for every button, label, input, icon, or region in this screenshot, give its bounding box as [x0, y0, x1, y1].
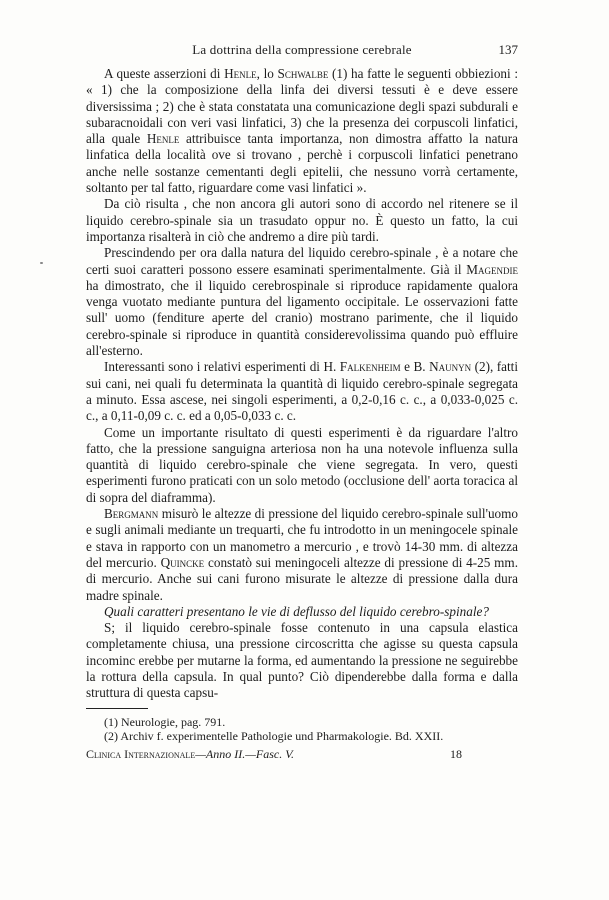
text-run: constatò sui meningoceli altezze di pressione di 4-25 mm. di mercurio. Anche sui cani furono misurate le altezze di pressione dalla dura madre spinale. [86, 554, 518, 603]
text-run: , lo [256, 66, 278, 81]
document-page [86, 42, 518, 763]
paragraph [86, 425, 518, 506]
running-head [86, 42, 518, 64]
author-name: Quincke [160, 554, 205, 570]
text-run: A queste asserzioni di [104, 66, 225, 81]
author-name: Schwalbe [277, 66, 329, 81]
text-run: Come un importante risultato di questi esperimenti è da riguardare l'altro fatto, che la pressione sanguigna arteriosa non ha una notevole influenza sulla quantità di liquido cerebro-spinale che viene segregata. In vero, questi esperimenti furono praticati con un solo metodo (occlusione dell' aorta toracica al di sopra del diaframma). [86, 424, 518, 505]
footnotes [86, 715, 518, 744]
text-run: Da ciò risulta , che non ancora gli autori sono di accordo nel ritenere se il liquido cerebro-spinale sia un trasudato oppur no. È questo un fatto, la cui importanza risalterà in ciò che andremo a dire più tardi. [86, 196, 518, 244]
paragraph [86, 196, 518, 245]
text-run: e B. [400, 359, 430, 375]
text-run: Prescindendo per ora dalla natura del liquido cerebro-spinale , è a notare che certi suoi caratteri possono essere esaminati sperimentalmente. Già il [86, 245, 518, 277]
body-text [86, 66, 518, 702]
signature-sheet-number: 18 [450, 746, 462, 761]
author-name: Henle [146, 131, 180, 147]
paragraph [86, 604, 518, 620]
author-name: Henle [224, 66, 257, 81]
page-number: 137 [498, 42, 518, 57]
author-name: Magendie [466, 261, 518, 277]
signature-journal: Clinica Internazionale [86, 746, 196, 761]
paragraph [86, 245, 518, 359]
signature-issue: —Anno II.—Fasc. V. [195, 746, 294, 761]
paragraph [86, 506, 518, 604]
text-run: (2), fatti sui cani, nei quali fu determinata la quantità di liquido cerebro-spinale segregata a minuto. Essa ascese, nei singoli esperimenti, a 0,2-0,16 c. c., a 0,033-0,025 c. c., a 0,11-0,09 c. c. ed a 0,05-0,033 c. c. [86, 359, 518, 424]
author-name: Falkenheim [339, 359, 401, 375]
text-run: misurò le altezze di pressione del liquido cerebro-spinale sull'uomo e sugli animali mediante un trequarti, che fu introdotto in un meningocele spinale e stava in rapporto con un manometro a mercurio , e trovò 14-30 mm. di altezza del mercurio. [86, 506, 518, 570]
footnote-1: (1) Neurologie, pag. 791. [104, 714, 226, 729]
author-name: Bergmann [104, 506, 159, 522]
paragraph [86, 620, 518, 701]
text-run: attribuisce tanta importanza, non dimostra affatto la natura linfatica della località ove si trovano , perchè i corpuscoli linfatici penetrano anche nelle sostanze cementanti degli epitelii, che nessuno vorrà certamente, soltanto per tal fatto, riguardare come vasi linfatici ». [86, 131, 518, 196]
text-run: S; il liquido cerebro-spinale fosse contenuto in una capsula elastica completamente chiusa, una pressione circoscritta che agisse su questa capsula incominc erebbe per mutarne la forma, ed aumentando la pressione ne seguirebbe la rottura della capsula. In qual punto? Ciò dipenderebbe dalla forma e dalla struttura di questa capsu- [86, 620, 518, 701]
paragraph [86, 66, 518, 196]
footnote-rule [86, 708, 148, 709]
footnote-2: (2) Archiv f. experimentelle Pathologie und Pharmakologie. Bd. XXII. [104, 729, 444, 744]
text-run: ha dimostrato, che il liquido cerebrospinale si riproduce rapidamente qualora venga vuotato mediante puntura del ligamento occipitale. Le osservazioni fatte sull' uomo (fenditure aperte del cranio) mostrano parimente, che il liquido cerebro-spinale si riproduce in quantità considerevolissima quando può effluire all'esterno. [86, 277, 518, 359]
margin-speck [40, 262, 43, 264]
text-run: Interessanti sono i relativi esperimenti di H. [104, 359, 340, 375]
author-name: Naunyn [429, 359, 472, 375]
paragraph [86, 359, 518, 424]
running-title: La dottrina della compressione cerebrale [192, 42, 412, 57]
text-run: (1) ha fatte le seguenti obbiezioni : « 1) che la composizione della linfa dei diversi tessuti è e deve essere diversissima ; 2) che è stata constatata una comunicazione degli spazi subdurali e subaracnoidali con veri vasi linfatici, 3) che la presenza dei corpuscoli linfatici, alla quale [86, 66, 518, 147]
signature-journal-group [86, 747, 294, 762]
signature-line [86, 747, 518, 763]
question-heading: Quali caratteri presentano le vie di deflusso del liquido cerebro-spinale? [104, 603, 489, 619]
